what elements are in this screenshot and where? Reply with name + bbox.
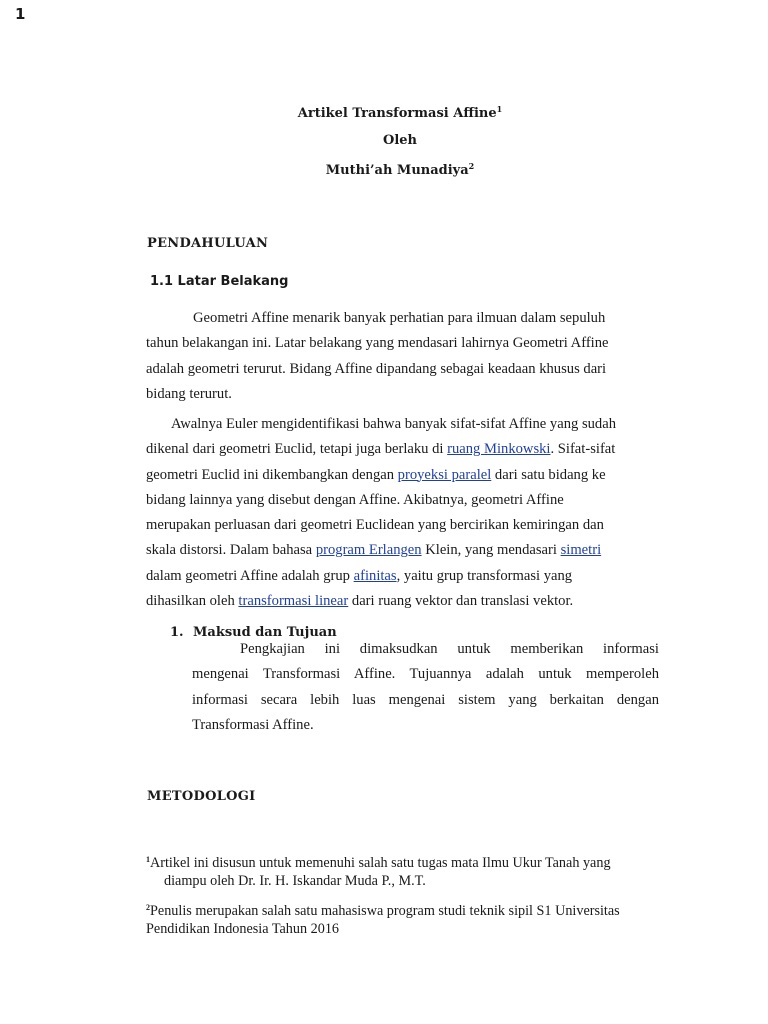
text-span: dikenal dari geometri Euclid, tetapi juga berlaku di <box>146 441 448 458</box>
link-simetri[interactable]: simetri <box>560 542 602 559</box>
text-span: , yaitu grup transformasi yang <box>396 567 573 584</box>
paragraph-line: Awalnya Euler mengidentifikasi bahwa banyak sifat-sifat Affine yang sudah <box>171 416 616 432</box>
section-heading-metodologi: METODOLOGI <box>147 789 256 804</box>
text-span: dihasilkan oleh <box>146 593 239 610</box>
footnote-line <box>146 899 646 920</box>
paragraph-line: Pengkajian ini dimaksudkan untuk memberikan informasi <box>240 641 659 657</box>
text-span: geometri Euclid ini dikembangkan dengan <box>146 466 398 483</box>
text-span: Klein, yang mendasari <box>421 542 561 559</box>
paragraph-line: informasi secara lebih luas mengenai sistem yang berkaitan dengan <box>192 691 659 708</box>
text-span: dalam geometri Affine adalah grup <box>146 567 354 584</box>
link-ruang-minkowski[interactable]: ruang Minkowski <box>447 441 551 458</box>
text-span: . Sifat-sifat <box>550 441 616 458</box>
footnote-1 <box>146 851 646 890</box>
footnote-text: Penulis merupakan salah satu mahasiswa program studi teknik sipil S1 Universitas <box>150 903 620 919</box>
paragraph-line: bidang terurut. <box>146 385 232 402</box>
subsection-heading-latar-belakang: 1.1 Latar Belakang <box>150 274 289 289</box>
footnote-ref-2[interactable]: 2 <box>468 161 475 171</box>
text-span: skala distorsi. Dalam bahasa <box>146 542 316 559</box>
by-label: Oleh <box>383 133 417 148</box>
text-span: dari satu bidang ke <box>491 466 606 483</box>
footnote-line <box>146 851 646 872</box>
link-afinitas[interactable]: afinitas <box>353 567 397 584</box>
paragraph-line: adalah geometri terurut. Bidang Affine dipandang sebagai keadaan khusus dari <box>146 360 607 377</box>
article-title-text: Artikel Transformasi Affine <box>297 106 497 121</box>
paragraph-maksud-tujuan <box>192 637 659 738</box>
paragraph-line: tahun belakangan ini. Latar belakang yang mendasari lahirnya Geometri Affine <box>146 335 609 352</box>
paragraph-line <box>146 437 646 462</box>
page-number: 1 <box>15 5 26 23</box>
paragraph-line: Transformasi Affine. <box>192 716 314 733</box>
footnote-ref-1[interactable]: 1 <box>496 104 503 114</box>
paragraph-2 <box>146 412 646 614</box>
paragraph-line <box>146 538 646 563</box>
paragraph-1 <box>146 306 646 407</box>
paragraph-line <box>146 463 646 488</box>
footnote-2 <box>146 899 646 938</box>
footnote-line: Pendidikan Indonesia Tahun 2016 <box>146 921 340 937</box>
link-program-erlangen[interactable]: program Erlangen <box>315 542 422 559</box>
article-author <box>0 161 768 178</box>
text-span: dari ruang vektor dan translasi vektor. <box>348 593 574 610</box>
paragraph-line: merupakan perluasan dari geometri Euclidean yang bercirikan kemiringan dan <box>146 517 604 534</box>
footnote-marker: 2 <box>146 903 150 912</box>
article-by <box>0 133 768 148</box>
link-proyeksi-paralel[interactable]: proyeksi paralel <box>397 466 492 483</box>
footnote-line: diampu oleh Dr. Ir. H. Iskandar Muda P., M.T. <box>164 873 426 889</box>
paragraph-line: mengenai Transformasi Affine. Tujuannya adalah untuk memperoleh <box>192 666 659 683</box>
section-heading-pendahuluan: PENDAHULUAN <box>147 236 269 251</box>
item-label: Maksud dan Tujuan <box>193 625 337 640</box>
item-number: 1. <box>170 625 184 640</box>
footnote-text: Artikel ini disusun untuk memenuhi salah satu tugas mata Ilmu Ukur Tanah yang <box>150 855 611 871</box>
author-name: Muthi’ah Munadiya <box>325 163 469 178</box>
paragraph-line <box>146 564 646 589</box>
article-title <box>0 104 768 121</box>
paragraph-line <box>146 589 646 614</box>
footnote-marker: 1 <box>146 855 150 864</box>
paragraph-line: Geometri Affine menarik banyak perhatian para ilmuan dalam sepuluh <box>193 310 606 326</box>
paragraph-line: bidang lainnya yang disebut dengan Affine. Akibatnya, geometri Affine <box>146 491 564 508</box>
link-transformasi-linear[interactable]: transformasi linear <box>238 593 349 610</box>
